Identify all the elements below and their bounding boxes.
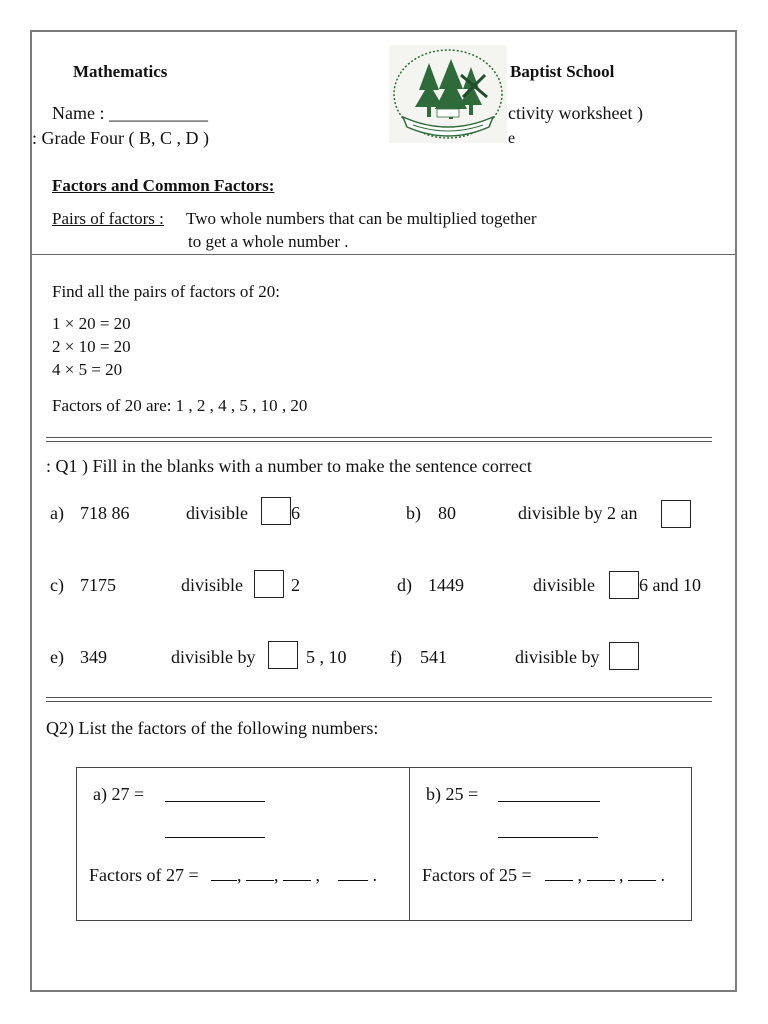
q1d-number: 1449 [428,575,464,595]
grade-label: : Grade Four ( B, C , D ) [32,128,209,148]
q1b-text: divisible by 2 an [518,503,638,523]
q1b-number: 80 [438,503,456,523]
q1d-label: d) [397,575,412,595]
q1c-number: 7175 [80,575,116,595]
section-title: Factors and Common Factors: [52,176,275,195]
pairs-label: Pairs of factors : [52,209,164,228]
q2a-factors-label: Factors of 27 = [89,865,199,885]
q1c-label: c) [50,575,64,595]
school-name: Baptist School [510,62,615,81]
q2a-blank-2[interactable] [165,823,265,838]
double-divider [46,437,712,442]
q1e-number: 349 [80,647,107,667]
double-divider-2 [46,697,712,702]
q2-table-divider [409,767,410,921]
q1e-text: divisible by [171,647,256,667]
q1d-after: 6 and 10 [639,575,701,595]
example-summary: Factors of 20 are: 1 , 2 , 4 , 5 , 10 , 20 [52,396,308,415]
q1d-text: divisible [533,575,595,595]
example-line-3: 4 × 5 = 20 [52,360,123,379]
q1e-answer-box[interactable] [268,641,298,669]
q1d-answer-box[interactable] [609,571,639,599]
worksheet-label: ctivity worksheet ) [508,103,643,123]
pairs-definition-line2: to get a whole number . [188,232,349,251]
example-line-1: 1 × 20 = 20 [52,314,131,333]
grade-tail: e [508,130,516,147]
q1a-answer-box[interactable] [261,497,291,525]
q2b-factors-label: Factors of 25 = [422,865,532,885]
q1a-number: 718 86 [80,503,130,523]
q1b-answer-box[interactable] [661,500,691,528]
q1-title: : Q1 ) Fill in the blanks with a number to make the sentence correct [46,456,532,476]
q1a-text: divisible [186,503,248,523]
q1a-after: 6 [291,503,300,523]
example-line-2: 2 × 10 = 20 [52,337,131,356]
q1c-text: divisible [181,575,243,595]
q1f-answer-box[interactable] [609,642,639,670]
q1f-text: divisible by [515,647,600,667]
q1c-answer-box[interactable] [254,570,284,598]
q2b-blank-1[interactable] [498,787,600,802]
q1a-label: a) [50,503,64,523]
q1c-after: 2 [291,575,300,595]
q2a-factor-blanks[interactable]: , , , . [211,865,377,886]
subject-title: Mathematics [73,62,168,81]
q1b-label: b) [406,503,421,523]
name-field: Name : ___________ [52,103,208,123]
school-crest-tree-icon [389,45,507,143]
q1e-label: e) [50,647,64,667]
q2b-label: b) 25 = [426,784,479,804]
q2a-blank-1[interactable] [165,787,265,802]
q1f-label: f) [390,647,402,667]
pairs-definition-line1: Two whole numbers that can be multiplied together [186,209,537,228]
example-prompt: Find all the pairs of factors of 20: [52,282,281,301]
q2-title: Q2) List the factors of the following numbers: [46,718,379,738]
q2b-blank-2[interactable] [498,823,598,838]
q1f-number: 541 [420,647,447,667]
section-divider [32,254,735,255]
q1e-after: 5 , 10 [306,647,347,667]
q2a-label: a) 27 = [93,784,145,804]
q2b-factor-blanks[interactable]: , , . [545,865,665,886]
